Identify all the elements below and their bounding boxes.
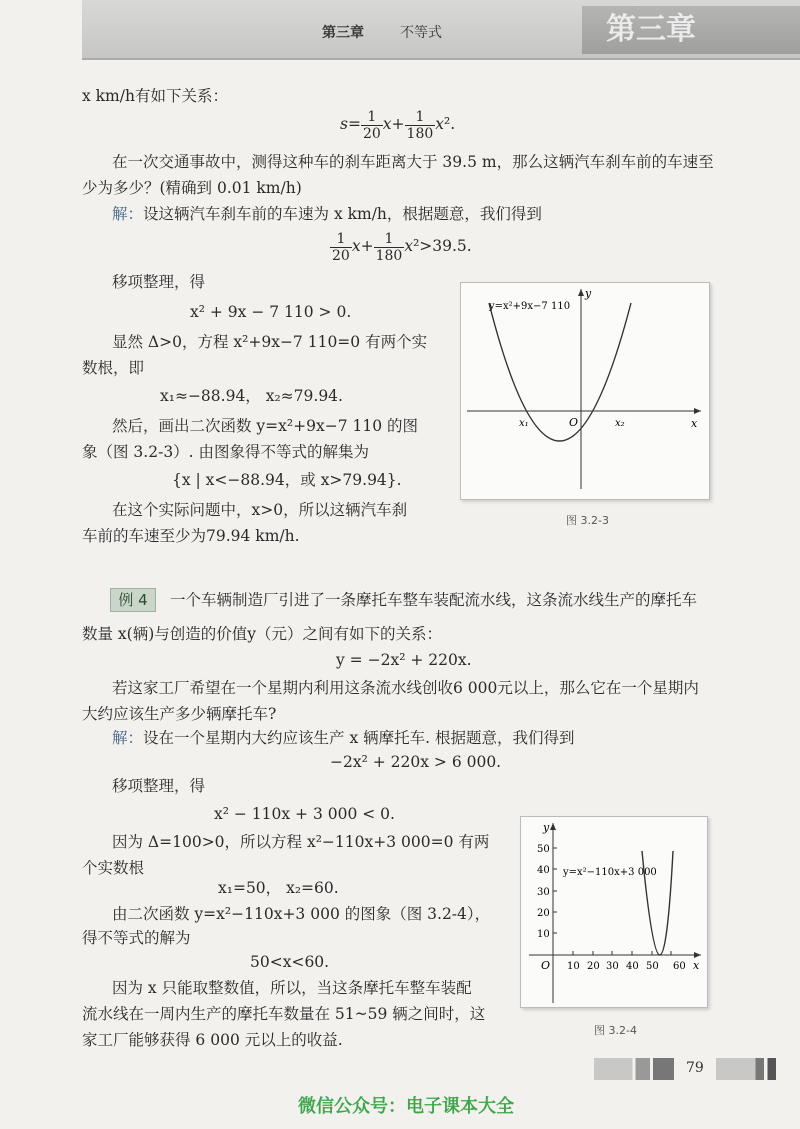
solution-line — [112, 204, 542, 224]
x-tick-50: 50 — [646, 961, 659, 972]
delta-line-1: 显然 Δ>0，方程 x²+9x−7 110=0 有两个实 — [112, 333, 428, 351]
page-header — [82, 0, 800, 60]
speed-inequality: $\frac{1}{20}$ x+ $\frac{1}{180}$ x²>39.5. — [332, 230, 472, 264]
x-tick-40: 40 — [626, 961, 639, 972]
figure-3-2-4 — [520, 816, 708, 1008]
fig1-origin-label: O — [569, 416, 579, 429]
rearrange-line-2: 移项整理，得 — [112, 777, 206, 795]
rearrange-line: 移项整理，得 — [112, 273, 206, 291]
conclusion-line-1: 在这个实际问题中，x>0，所以这辆汽车刹 — [112, 501, 408, 519]
fig1-x2-label: x₂ — [615, 418, 625, 429]
figure-3-2-3 — [460, 282, 710, 500]
y-tick-20: 20 — [537, 908, 550, 919]
roots-line: x₁≈−88.94， x₂≈79.94. — [160, 387, 343, 405]
header-section: 不等式 — [400, 25, 442, 41]
delta-line-2-2: 个实数根 — [82, 859, 145, 877]
fig1-x1-label: x₁ — [519, 418, 529, 429]
question-line-2: 大约应该生产多少辆摩托车? — [82, 705, 277, 723]
value-inequality: −2x² + 220x > 6 000. — [330, 753, 502, 771]
graph-line-2-1: 由二次函数 y=x²−110x+3 000 的图象（图 3.2-4）， — [112, 905, 491, 923]
x-tick-10: 10 — [567, 961, 580, 972]
parabola-curve-1 — [489, 303, 631, 441]
fig1-func-label: y=x²+9x−7 110 — [489, 301, 571, 312]
fig2-origin-label: O — [541, 959, 551, 972]
solution-label-2: 解： — [112, 729, 144, 747]
fig2-y-axis-label: y — [543, 821, 550, 834]
fig1-y-axis-label: y — [585, 287, 592, 300]
graph-line-2-2: 得不等式的解为 — [82, 929, 191, 947]
figure-3-2-4-caption: 图 3.2-4 — [594, 1024, 637, 1037]
solution-text-2: 设在一个星期内大约应该生产 x 辆摩托车. 根据题意，我们得到 — [143, 729, 575, 747]
question-line-1: 若这家工厂希望在一个星期内利用这条流水线创收6 000元以上，那么它在一个星期内 — [112, 679, 699, 697]
conclusion-2-line-3: 家工厂能够获得 6 000 元以上的收益. — [82, 1031, 343, 1049]
x-tick-60: 60 — [673, 961, 686, 972]
header-chapter: 第三章 — [322, 25, 364, 41]
example-4-badge: 例 4 — [110, 588, 156, 612]
page-number: 79 — [686, 1060, 704, 1076]
solution-set: {x | x<−88.94，或 x>79.94}. — [172, 471, 402, 489]
delta-line-2-1: 因为 Δ=100>0，所以方程 x²−110x+3 000=0 有两 — [112, 833, 490, 851]
example-line-2: 数量 x(辆)与创造的价值y（元）之间有如下的关系： — [82, 625, 443, 643]
y-tick-10: 10 — [537, 929, 550, 940]
x-tick-30: 30 — [606, 961, 619, 972]
y-tick-30: 30 — [537, 887, 550, 898]
footer-bar-left — [594, 1058, 674, 1080]
problem-line-1: 在一次交通事故中，测得这种车的刹车距离大于 39.5 m，那么这辆汽车刹车前的车速至 — [112, 153, 714, 171]
footer-bar-right — [716, 1058, 776, 1080]
solution-interval: 50<x<60. — [250, 953, 330, 971]
conclusion-2-line-1: 因为 x 只能取整数值，所以，当这条摩托车整车装配 — [112, 979, 472, 997]
watermark-text: 微信公众号：电子课本大全 — [298, 1096, 514, 1117]
delta-line-2: 数根，即 — [82, 359, 145, 377]
rearranged-inequality-2: x² − 110x + 3 000 < 0. — [214, 805, 395, 823]
graph-line-2: 象（图 3.2-3）. 由图象得不等式的解集为 — [82, 443, 370, 461]
conclusion-2-line-2: 流水线在一周内生产的摩托车数量在 51~59 辆之间时，这 — [82, 1005, 486, 1023]
speed-distance-formula: s= $\frac{1}{20}$ x+ $\frac{1}{180}$ x². — [340, 108, 456, 142]
graph-line-1: 然后，画出二次函数 y=x²+9x−7 110 的图 — [112, 417, 419, 435]
parabola-plot-2 — [521, 817, 707, 1007]
x-tick-20: 20 — [587, 961, 600, 972]
parabola-plot-1 — [461, 283, 709, 499]
figure-3-2-3-caption: 图 3.2-3 — [566, 514, 609, 527]
problem-line-2: 少为多少？(精确到 0.01 km/h) — [82, 179, 302, 197]
conclusion-line-2: 车前的车速至少为79.94 km/h. — [82, 527, 300, 545]
intro-line: x km/h有如下关系： — [82, 87, 228, 105]
fig2-func-label: y=x²−110x+3 000 — [563, 867, 657, 878]
example-line-1: 一个车辆制造厂引进了一条摩托车整车装配流水线，这条流水线生产的摩托车 — [170, 591, 698, 609]
solution-line-2 — [112, 728, 574, 748]
header-chapter-tab: 第三章 — [582, 6, 800, 54]
fig1-x-axis-label: x — [691, 417, 698, 430]
y-tick-40: 40 — [537, 865, 550, 876]
y-tick-50: 50 — [537, 844, 550, 855]
rearranged-inequality: x² + 9x − 7 110 > 0. — [190, 303, 352, 321]
solution-label: 解： — [112, 205, 144, 223]
value-formula: y = −2x² + 220x. — [336, 651, 472, 669]
roots-line-2: x₁=50， x₂=60. — [218, 879, 339, 897]
solution-text: 设这辆汽车刹车前的车速为 x km/h，根据题意，我们得到 — [143, 205, 542, 223]
fig2-x-axis-label: x — [693, 959, 700, 972]
